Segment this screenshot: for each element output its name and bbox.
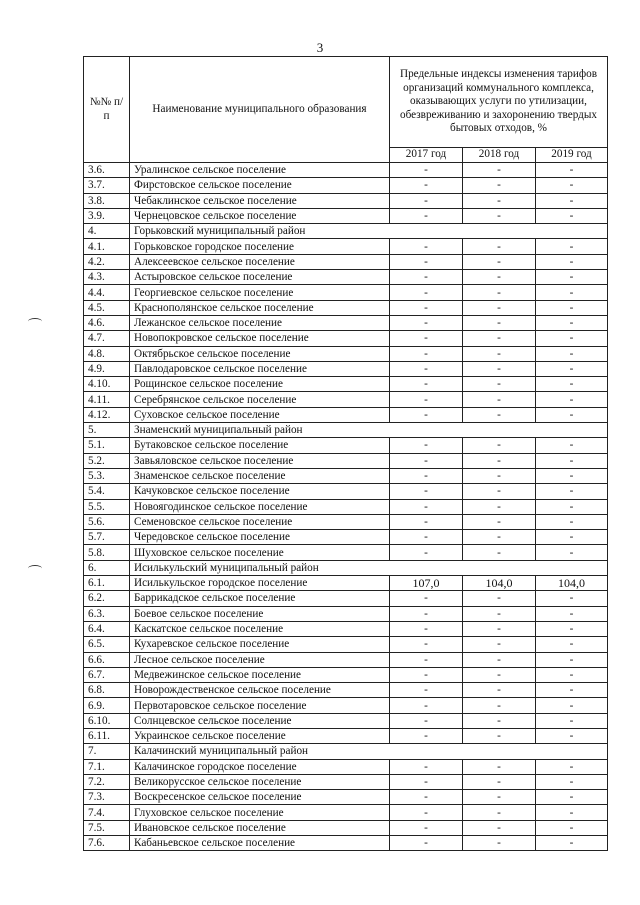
value-2017: - (390, 836, 463, 851)
value-2017: - (390, 790, 463, 805)
table-row (84, 392, 608, 407)
value-2017: - (390, 193, 463, 208)
value-2019: - (536, 468, 608, 483)
value-2018: - (463, 759, 536, 774)
value-2019: - (536, 652, 608, 667)
page-number: 3 (316, 40, 324, 55)
settlement-name: Лежанское сельское поселение (130, 315, 390, 330)
value-2018: - (463, 591, 536, 606)
value-2017: - (390, 239, 463, 254)
value-2017: - (390, 315, 463, 330)
value-2018: - (463, 270, 536, 285)
table-row (84, 514, 608, 529)
value-2017: - (390, 331, 463, 346)
value-2017: - (390, 407, 463, 422)
value-2019: - (536, 637, 608, 652)
settlement-name: Фирстовское сельское поселение (130, 178, 390, 193)
row-number: 5.7. (84, 530, 130, 545)
table-row (84, 208, 608, 223)
table-row (84, 652, 608, 667)
settlement-name: Георгиевское сельское поселение (130, 285, 390, 300)
settlement-name: Медвежинское сельское поселение (130, 667, 390, 682)
tariff-table (83, 56, 608, 851)
settlement-name: Лесное сельское поселение (130, 652, 390, 667)
value-2019: - (536, 759, 608, 774)
table-row (84, 300, 608, 315)
value-2019: - (536, 178, 608, 193)
value-2019: - (536, 774, 608, 789)
settlement-name: Каскатское сельское поселение (130, 621, 390, 636)
value-2019: - (536, 545, 608, 560)
value-2017: - (390, 713, 463, 728)
row-number: 3.8. (84, 193, 130, 208)
row-number: 4.11. (84, 392, 130, 407)
settlement-name: Суховское сельское поселение (130, 407, 390, 422)
table-row (84, 820, 608, 835)
row-number: 4. (84, 224, 130, 239)
value-2017: - (390, 621, 463, 636)
settlement-name: Уралинское сельское поселение (130, 163, 390, 178)
value-2017: 107,0 (390, 576, 463, 591)
table-row (84, 438, 608, 453)
margin-mark (28, 565, 42, 572)
value-2017: - (390, 468, 463, 483)
row-number: 4.12. (84, 407, 130, 422)
value-2018: - (463, 346, 536, 361)
value-2017: - (390, 805, 463, 820)
settlement-name: Первотаровское сельское поселение (130, 698, 390, 713)
value-2018: - (463, 499, 536, 514)
settlement-name: Шуховское сельское поселение (130, 545, 390, 560)
row-number: 4.4. (84, 285, 130, 300)
value-2018: - (463, 606, 536, 621)
value-2017: - (390, 820, 463, 835)
table-row (84, 361, 608, 376)
table-row (84, 270, 608, 285)
row-number: 5.2. (84, 453, 130, 468)
row-number: 6.8. (84, 683, 130, 698)
row-number: 4.2. (84, 254, 130, 269)
row-number: 5.5. (84, 499, 130, 514)
row-number: 6.6. (84, 652, 130, 667)
table-row (84, 774, 608, 789)
row-number: 5.1. (84, 438, 130, 453)
row-number: 5.3. (84, 468, 130, 483)
header-year-2019: 2019 год (536, 148, 608, 163)
value-2019: - (536, 331, 608, 346)
value-2017: - (390, 377, 463, 392)
value-2018: - (463, 683, 536, 698)
value-2018: - (463, 836, 536, 851)
table-row (84, 407, 608, 422)
value-2019: - (536, 836, 608, 851)
value-2018: - (463, 805, 536, 820)
value-2018: - (463, 178, 536, 193)
value-2018: - (463, 713, 536, 728)
table-row (84, 545, 608, 560)
table-row (84, 377, 608, 392)
row-number: 3.6. (84, 163, 130, 178)
value-2018: - (463, 163, 536, 178)
district-name: Исилькульский муниципальный район (130, 560, 608, 575)
table-row (84, 468, 608, 483)
value-2018: - (463, 407, 536, 422)
margin-mark (28, 318, 42, 325)
value-2018: - (463, 300, 536, 315)
settlement-name: Качуковское сельское поселение (130, 484, 390, 499)
value-2018: - (463, 514, 536, 529)
settlement-name: Знаменское сельское поселение (130, 468, 390, 483)
value-2019: - (536, 392, 608, 407)
value-2019: - (536, 453, 608, 468)
row-number: 5. (84, 423, 130, 438)
table-row (84, 606, 608, 621)
value-2019: - (536, 621, 608, 636)
row-number: 7.2. (84, 774, 130, 789)
settlement-name: Калачинское городское поселение (130, 759, 390, 774)
value-2017: - (390, 637, 463, 652)
value-2019: - (536, 163, 608, 178)
table-row (84, 836, 608, 851)
value-2017: - (390, 453, 463, 468)
value-2018: - (463, 637, 536, 652)
value-2017: - (390, 178, 463, 193)
header-year-2018: 2018 год (463, 148, 536, 163)
value-2017: - (390, 545, 463, 560)
district-name: Калачинский муниципальный район (130, 744, 608, 759)
settlement-name: Ивановское сельское поселение (130, 820, 390, 835)
row-number: 6. (84, 560, 130, 575)
value-2019: - (536, 208, 608, 223)
value-2017: - (390, 484, 463, 499)
row-number: 6.11. (84, 728, 130, 743)
header-indices: Предельные индексы изменения тарифов организаций коммунального комплекса, оказывающих услуги по утилизации, обезвреживанию и захоронению твердых бытовых отходов, % (390, 57, 608, 148)
value-2019: - (536, 499, 608, 514)
table-body (84, 163, 608, 851)
table-row (84, 484, 608, 499)
settlement-name: Завьяловское сельское поселение (130, 453, 390, 468)
settlement-name: Новорождественское сельское поселение (130, 683, 390, 698)
value-2019: - (536, 254, 608, 269)
value-2018: - (463, 193, 536, 208)
value-2017: - (390, 759, 463, 774)
value-2017: - (390, 208, 463, 223)
row-number: 4.3. (84, 270, 130, 285)
value-2018: - (463, 774, 536, 789)
table-row (84, 346, 608, 361)
value-2019: - (536, 606, 608, 621)
row-number: 5.4. (84, 484, 130, 499)
value-2018: - (463, 438, 536, 453)
value-2019: - (536, 698, 608, 713)
value-2019: - (536, 683, 608, 698)
table-row (84, 621, 608, 636)
row-number: 7. (84, 744, 130, 759)
row-number: 7.5. (84, 820, 130, 835)
header-year-2017: 2017 год (390, 148, 463, 163)
value-2019: - (536, 377, 608, 392)
settlement-name: Воскресенское сельское поселение (130, 790, 390, 805)
value-2018: - (463, 361, 536, 376)
table-row (84, 163, 608, 178)
value-2017: - (390, 514, 463, 529)
settlement-name: Кухаревское сельское поселение (130, 637, 390, 652)
table-row (84, 713, 608, 728)
value-2018: - (463, 530, 536, 545)
table-row (84, 499, 608, 514)
value-2019: - (536, 514, 608, 529)
value-2018: - (463, 377, 536, 392)
value-2019: - (536, 315, 608, 330)
header-name: Наименование муниципального образования (130, 57, 390, 163)
table-row (84, 790, 608, 805)
row-number: 3.9. (84, 208, 130, 223)
value-2018: 104,0 (463, 576, 536, 591)
section-row (84, 560, 608, 575)
value-2017: - (390, 606, 463, 621)
value-2019: - (536, 728, 608, 743)
settlement-name: Чебаклинское сельское поселение (130, 193, 390, 208)
value-2017: - (390, 300, 463, 315)
value-2018: - (463, 208, 536, 223)
row-number: 4.7. (84, 331, 130, 346)
row-number: 4.6. (84, 315, 130, 330)
table-row (84, 576, 608, 591)
row-number: 6.9. (84, 698, 130, 713)
settlement-name: Великорусское сельское поселение (130, 774, 390, 789)
value-2017: - (390, 774, 463, 789)
settlement-name: Чередовское сельское поселение (130, 530, 390, 545)
value-2018: - (463, 621, 536, 636)
settlement-name: Глуховское сельское поселение (130, 805, 390, 820)
settlement-name: Бутаковское сельское поселение (130, 438, 390, 453)
settlement-name: Исилькульское городское поселение (130, 576, 390, 591)
value-2017: - (390, 254, 463, 269)
value-2017: - (390, 438, 463, 453)
row-number: 5.8. (84, 545, 130, 560)
value-2018: - (463, 484, 536, 499)
table-row (84, 453, 608, 468)
settlement-name: Краснополянское сельское поселение (130, 300, 390, 315)
value-2018: - (463, 315, 536, 330)
value-2018: - (463, 652, 536, 667)
value-2018: - (463, 392, 536, 407)
value-2019: - (536, 438, 608, 453)
table-row (84, 698, 608, 713)
row-number: 6.4. (84, 621, 130, 636)
settlement-name: Семеновское сельское поселение (130, 514, 390, 529)
value-2018: - (463, 239, 536, 254)
value-2019: - (536, 346, 608, 361)
settlement-name: Серебрянское сельское поселение (130, 392, 390, 407)
row-number: 6.7. (84, 667, 130, 682)
settlement-name: Баррикадское сельское поселение (130, 591, 390, 606)
value-2017: - (390, 285, 463, 300)
row-number: 5.6. (84, 514, 130, 529)
settlement-name: Новопокровское сельское поселение (130, 331, 390, 346)
value-2018: - (463, 254, 536, 269)
row-number: 7.3. (84, 790, 130, 805)
settlement-name: Астыровское сельское поселение (130, 270, 390, 285)
value-2018: - (463, 790, 536, 805)
value-2017: - (390, 728, 463, 743)
table-row (84, 530, 608, 545)
row-number: 6.1. (84, 576, 130, 591)
value-2018: - (463, 728, 536, 743)
settlement-name: Солнцевское сельское поселение (130, 713, 390, 728)
table-row (84, 331, 608, 346)
value-2019: - (536, 820, 608, 835)
row-number: 4.9. (84, 361, 130, 376)
settlement-name: Павлодаровское сельское поселение (130, 361, 390, 376)
settlement-name: Украинское сельское поселение (130, 728, 390, 743)
value-2018: - (463, 285, 536, 300)
row-number: 3.7. (84, 178, 130, 193)
value-2019: - (536, 667, 608, 682)
table-row (84, 315, 608, 330)
value-2017: - (390, 361, 463, 376)
value-2017: - (390, 698, 463, 713)
table-row (84, 805, 608, 820)
value-2019: - (536, 193, 608, 208)
value-2017: - (390, 652, 463, 667)
value-2017: - (390, 591, 463, 606)
row-number: 4.5. (84, 300, 130, 315)
row-number: 6.2. (84, 591, 130, 606)
value-2019: - (536, 407, 608, 422)
row-number: 7.1. (84, 759, 130, 774)
value-2018: - (463, 453, 536, 468)
value-2019: - (536, 713, 608, 728)
district-name: Знаменский муниципальный район (130, 423, 608, 438)
value-2019: - (536, 300, 608, 315)
table-row (84, 591, 608, 606)
table-header (84, 57, 608, 163)
settlement-name: Новоягодинское сельское поселение (130, 499, 390, 514)
row-number: 7.4. (84, 805, 130, 820)
table-row (84, 728, 608, 743)
value-2018: - (463, 545, 536, 560)
settlement-name: Чернецовское сельское поселение (130, 208, 390, 223)
row-number: 6.10. (84, 713, 130, 728)
value-2017: - (390, 683, 463, 698)
table-row (84, 254, 608, 269)
settlement-name: Боевое сельское поселение (130, 606, 390, 621)
row-number: 6.5. (84, 637, 130, 652)
value-2019: - (536, 361, 608, 376)
value-2019: - (536, 530, 608, 545)
header-num: №№ п/п (84, 57, 130, 163)
settlement-name: Алексеевское сельское поселение (130, 254, 390, 269)
value-2017: - (390, 392, 463, 407)
district-name: Горьковский муниципальный район (130, 224, 608, 239)
table-row (84, 683, 608, 698)
row-number: 4.1. (84, 239, 130, 254)
table-row (84, 667, 608, 682)
value-2019: 104,0 (536, 576, 608, 591)
value-2017: - (390, 530, 463, 545)
value-2017: - (390, 163, 463, 178)
value-2017: - (390, 667, 463, 682)
section-row (84, 744, 608, 759)
value-2017: - (390, 499, 463, 514)
value-2018: - (463, 820, 536, 835)
value-2019: - (536, 591, 608, 606)
value-2018: - (463, 667, 536, 682)
table-row (84, 239, 608, 254)
table-row (84, 285, 608, 300)
table-row (84, 637, 608, 652)
value-2019: - (536, 239, 608, 254)
value-2019: - (536, 805, 608, 820)
row-number: 7.6. (84, 836, 130, 851)
settlement-name: Горьковское городское поселение (130, 239, 390, 254)
row-number: 4.10. (84, 377, 130, 392)
section-row (84, 423, 608, 438)
table-row (84, 193, 608, 208)
row-number: 6.3. (84, 606, 130, 621)
value-2019: - (536, 484, 608, 499)
value-2017: - (390, 346, 463, 361)
value-2019: - (536, 270, 608, 285)
value-2019: - (536, 285, 608, 300)
value-2019: - (536, 790, 608, 805)
value-2018: - (463, 468, 536, 483)
settlement-name: Октябрьское сельское поселение (130, 346, 390, 361)
value-2018: - (463, 698, 536, 713)
row-number: 4.8. (84, 346, 130, 361)
value-2017: - (390, 270, 463, 285)
settlement-name: Кабаньевское сельское поселение (130, 836, 390, 851)
section-row (84, 224, 608, 239)
value-2018: - (463, 331, 536, 346)
settlement-name: Рощинское сельское поселение (130, 377, 390, 392)
table-row (84, 759, 608, 774)
table-row (84, 178, 608, 193)
